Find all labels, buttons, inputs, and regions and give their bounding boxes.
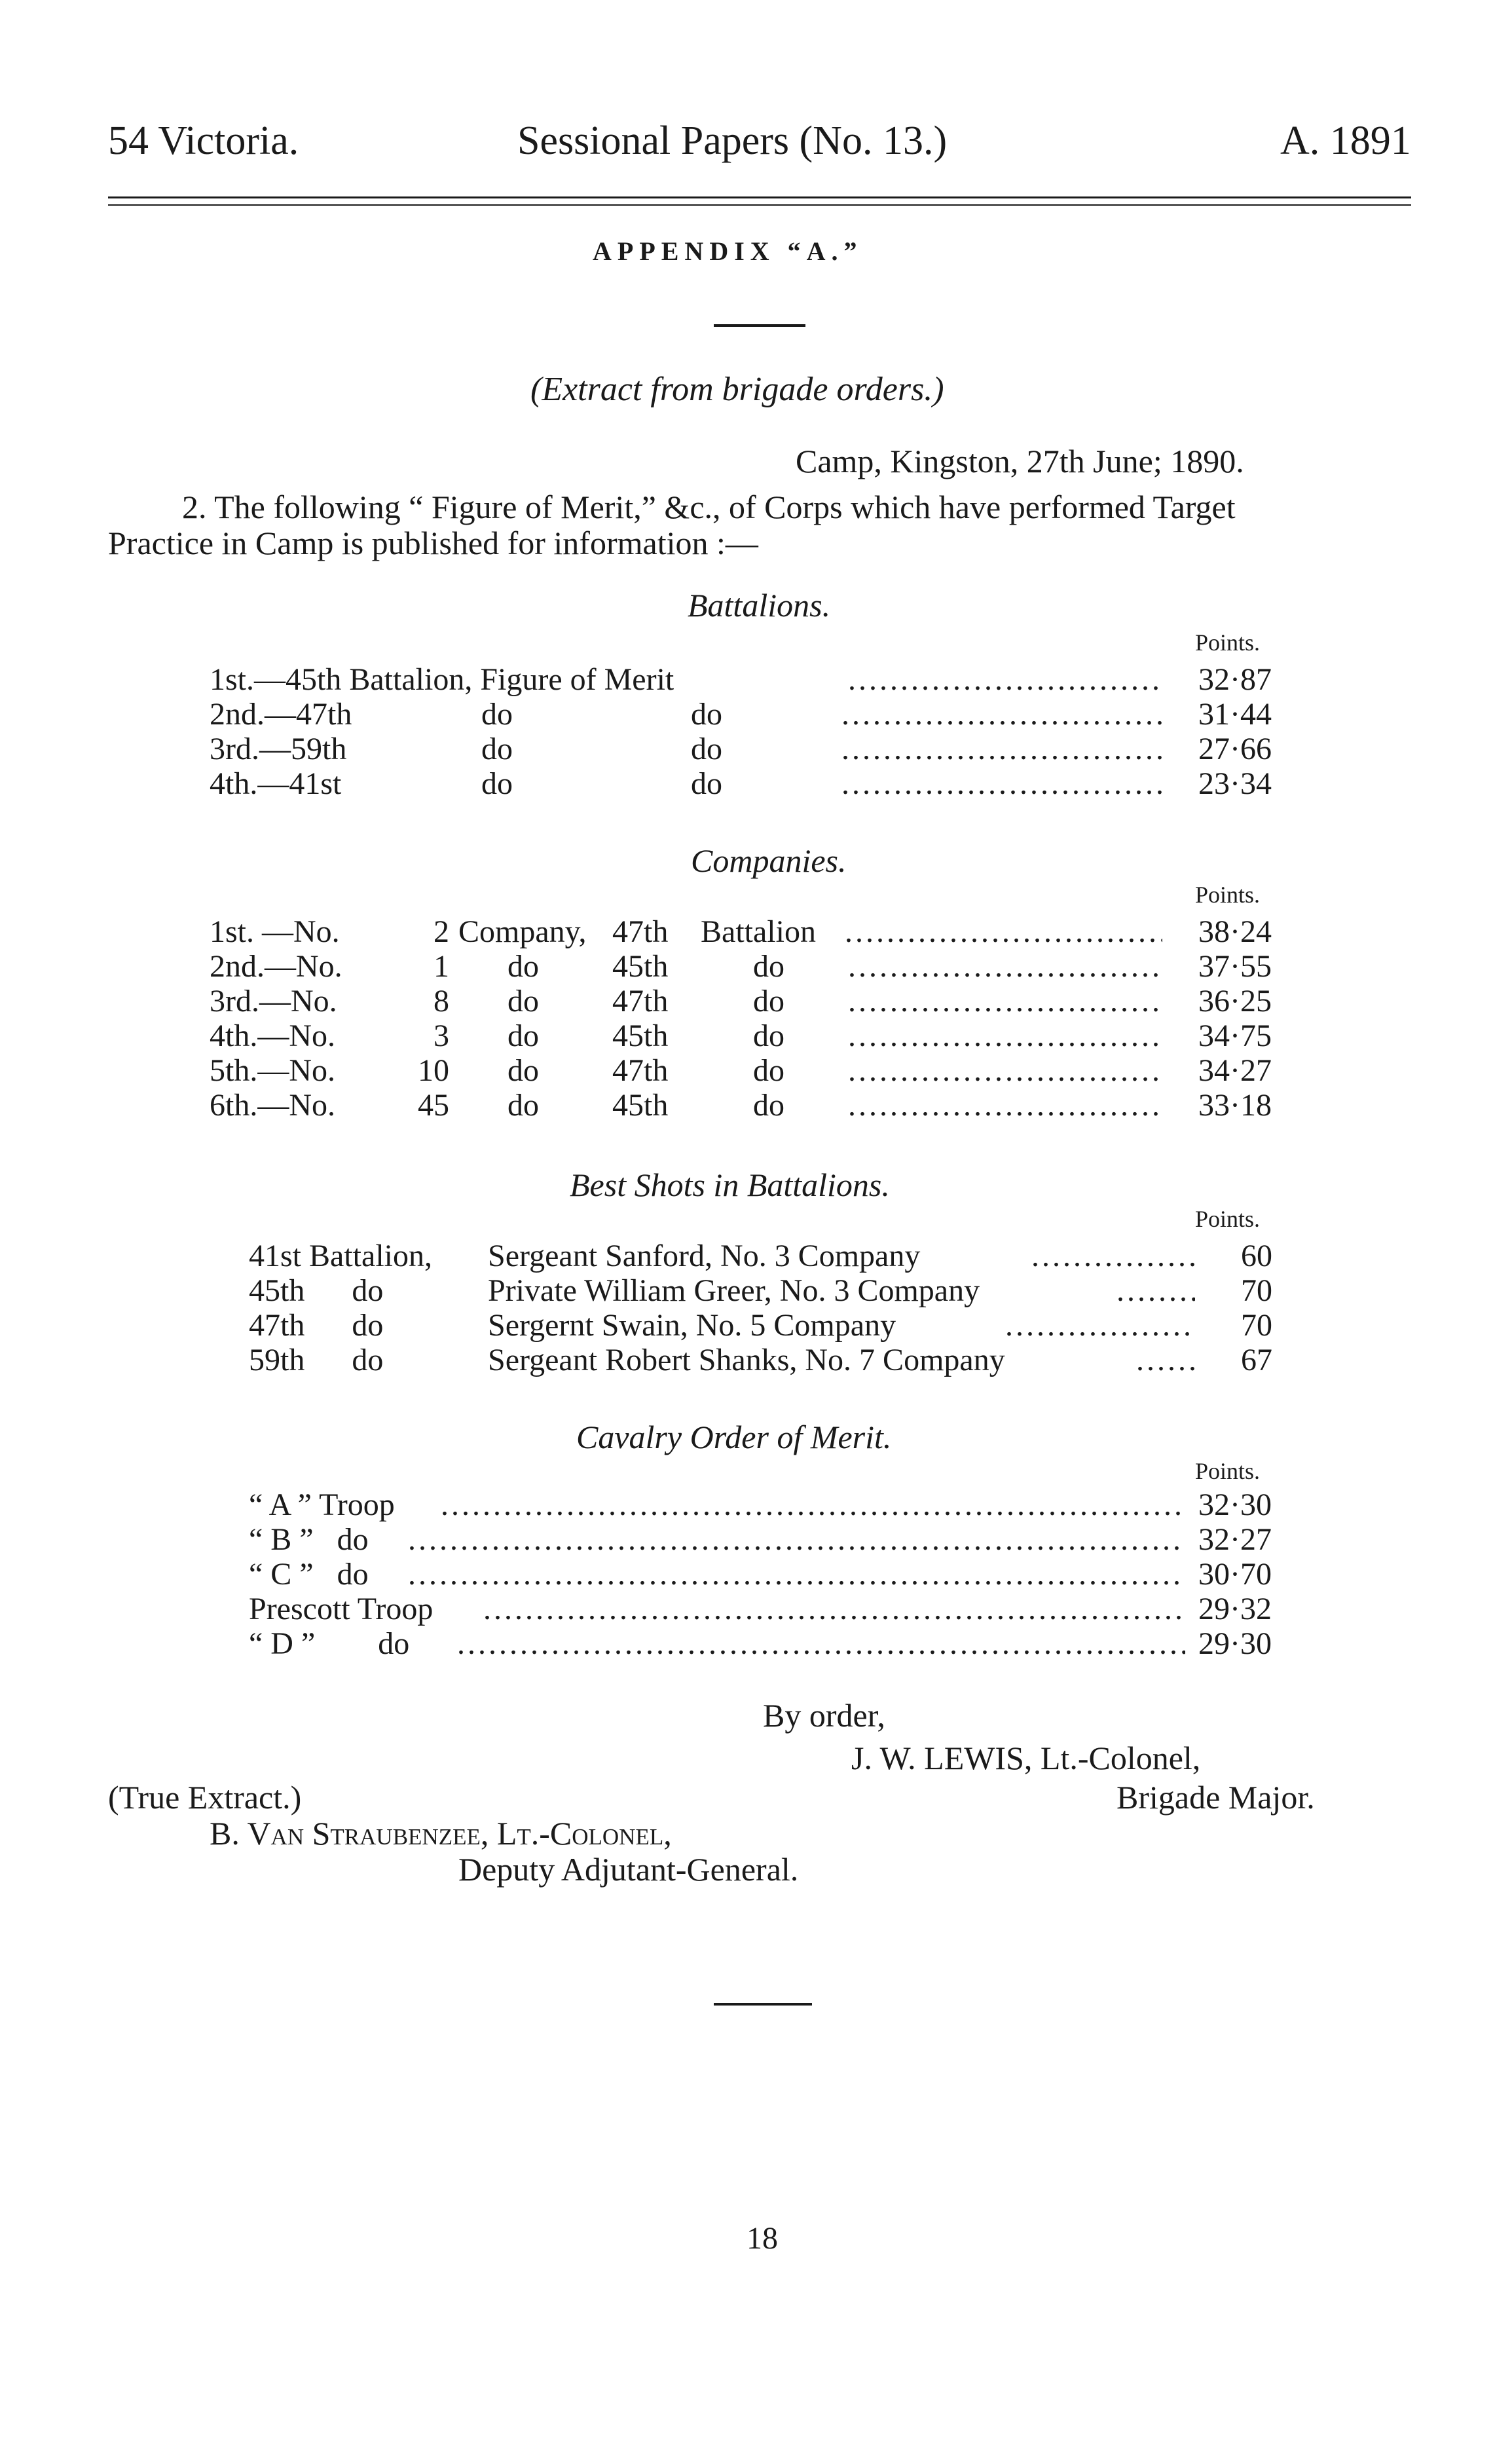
table-row [0, 1626, 1512, 1662]
leader-dots [483, 1591, 1185, 1628]
company-label: do [507, 1053, 539, 1088]
company-label: do [507, 984, 539, 1018]
company-points: 38·24 [1198, 914, 1272, 949]
camp-line: Camp, Kingston, 27th June; 1890. [796, 443, 1244, 479]
title-divider [714, 324, 805, 327]
leader-dots [848, 662, 1162, 698]
company-rank: 1st. —No. [210, 914, 340, 949]
leader-dots [848, 1053, 1162, 1089]
shot-points: 60 [1241, 1239, 1272, 1273]
table-row [0, 1273, 1512, 1309]
table-row [0, 1487, 1512, 1523]
by-order: By order, [763, 1697, 885, 1734]
table-row [0, 983, 1512, 1020]
company-rank: 4th.—No. [210, 1018, 335, 1053]
table-row [0, 1018, 1512, 1055]
company-battalion: 45th [612, 949, 669, 984]
second-signatory-name [210, 1814, 672, 1852]
signatory-title: Brigade Major. [1116, 1779, 1315, 1816]
table-row [0, 1342, 1512, 1379]
shot-name: Sergernt Swain, No. 5 Company [488, 1308, 896, 1343]
leader-dots [841, 696, 1162, 733]
leader-dots [408, 1556, 1185, 1593]
best-shots-points-label: Points. [1195, 1206, 1261, 1232]
shot-name: Private William Greer, No. 3 Company [488, 1273, 980, 1308]
cavalry-points-label: Points. [1195, 1458, 1261, 1484]
leader-dots [1116, 1273, 1195, 1309]
company-label: do [507, 1088, 539, 1123]
table-row [0, 1087, 1512, 1124]
table-row [0, 1591, 1512, 1628]
true-extract: (True Extract.) [108, 1779, 302, 1816]
companies-heading: Companies. [691, 842, 847, 879]
leader-dots [841, 766, 1162, 802]
company-battalion: 45th [612, 1088, 669, 1123]
leader-dots [848, 948, 1162, 985]
company-points: 34·27 [1198, 1053, 1272, 1088]
table-row [0, 1556, 1512, 1593]
shot-points: 67 [1241, 1343, 1272, 1377]
troop-name: Prescott Troop [249, 1592, 433, 1626]
intro-line-1: 2. The following “ Figure of Merit,” &c., of Corps which have performed Target [182, 489, 1236, 525]
table-row [0, 1521, 1512, 1558]
table-row [0, 1307, 1512, 1344]
leader-dots [848, 1087, 1162, 1124]
company-unit: do [753, 984, 784, 1018]
second-signatory-title: Deputy Adjutant-General. [458, 1851, 799, 1888]
battalion-points: 32·87 [1198, 662, 1272, 697]
shot-name: Sergeant Robert Shanks, No. 7 Company [488, 1343, 1005, 1377]
company-points: 37·55 [1198, 949, 1272, 984]
company-rank: 5th.—No. [210, 1053, 335, 1088]
table-row [0, 1053, 1512, 1089]
leader-dots [848, 1018, 1162, 1055]
troop-points: 32·27 [1198, 1522, 1272, 1557]
leader-dots [457, 1626, 1185, 1662]
battalion-do: do [481, 732, 513, 766]
table-row [0, 914, 1512, 950]
leader-dots [1031, 1238, 1195, 1275]
troop-points: 30·70 [1198, 1557, 1272, 1592]
leader-dots [408, 1521, 1185, 1558]
battalion-do: do [691, 766, 722, 801]
company-battalion: 47th [612, 914, 669, 949]
company-unit: do [753, 1018, 784, 1053]
leader-dots [1005, 1307, 1195, 1344]
table-row [0, 766, 1512, 802]
battalion-rank: 2nd.—47th [210, 697, 352, 732]
company-rank: 3rd.—No. [210, 984, 337, 1018]
company-battalion: 47th [612, 1053, 669, 1088]
leader-dots [848, 983, 1162, 1020]
footer-divider [714, 2003, 812, 2006]
company-points: 33·18 [1198, 1088, 1272, 1123]
header-center: Sessional Papers (No. 13.) [517, 119, 948, 163]
company-number: 3 [433, 1018, 449, 1053]
battalion-rank: 1st.—45th Battalion, Figure of Merit [210, 662, 674, 697]
shot-battalion: 45th do [249, 1273, 384, 1308]
leader-dots [441, 1487, 1185, 1523]
troop-points: 29·32 [1198, 1592, 1272, 1626]
battalion-do: do [691, 697, 722, 732]
company-unit: do [753, 1053, 784, 1088]
company-battalion: 45th [612, 1018, 669, 1053]
extract-note: (Extract from brigade orders.) [530, 371, 944, 408]
leader-dots [841, 731, 1162, 768]
header-rule-bottom [108, 204, 1411, 206]
company-number: 1 [433, 949, 449, 984]
company-rank: 2nd.—No. [210, 949, 342, 984]
shot-battalion: 41st Battalion, [249, 1239, 432, 1273]
troop-name: “ A ” Troop [249, 1487, 395, 1522]
company-rank: 6th.—No. [210, 1088, 335, 1123]
battalion-points: 31·44 [1198, 697, 1272, 732]
troop-points: 32·30 [1198, 1487, 1272, 1522]
company-number: 8 [433, 984, 449, 1018]
battalions-points-label: Points. [1195, 629, 1261, 656]
company-number: 45 [418, 1088, 449, 1123]
table-row [0, 1238, 1512, 1275]
header-left: 54 Victoria. [108, 119, 299, 163]
battalions-heading: Battalions. [688, 587, 831, 624]
battalion-points: 23·34 [1198, 766, 1272, 801]
second-signatory-text: B. Van Straubenzee, Lt.-Colonel, [210, 1815, 672, 1852]
company-unit: do [753, 1088, 784, 1123]
header-rule-top [108, 196, 1411, 198]
header-right: A. 1891 [1280, 119, 1411, 163]
companies-points-label: Points. [1195, 882, 1261, 908]
troop-name: “ D ” do [249, 1626, 410, 1661]
signatory-name: J. W. LEWIS, Lt.-Colonel, [851, 1740, 1201, 1776]
table-row [0, 662, 1512, 698]
company-label: do [507, 949, 539, 984]
company-points: 36·25 [1198, 984, 1272, 1018]
shot-battalion: 59th do [249, 1343, 384, 1377]
company-unit: do [753, 949, 784, 984]
table-row [0, 948, 1512, 985]
shot-points: 70 [1241, 1308, 1272, 1343]
company-points: 34·75 [1198, 1018, 1272, 1053]
troop-name: “ C ” do [249, 1557, 369, 1592]
troop-points: 29·30 [1198, 1626, 1272, 1661]
shot-battalion: 47th do [249, 1308, 384, 1343]
battalion-rank: 3rd.—59th [210, 732, 347, 766]
battalion-do: do [481, 697, 513, 732]
intro-line-2: Practice in Camp is published for information :— [108, 525, 758, 561]
leader-dots [845, 914, 1162, 950]
company-battalion: 47th [612, 984, 669, 1018]
company-number: 2 [433, 914, 449, 949]
company-label: Company, [458, 914, 587, 949]
troop-name: “ B ” do [249, 1522, 369, 1557]
table-row [0, 696, 1512, 733]
battalion-points: 27·66 [1198, 732, 1272, 766]
company-label: do [507, 1018, 539, 1053]
company-unit: Battalion [701, 914, 816, 949]
shot-points: 70 [1241, 1273, 1272, 1308]
battalion-do: do [481, 766, 513, 801]
battalion-rank: 4th.—41st [210, 766, 342, 801]
company-number: 10 [418, 1053, 449, 1088]
leader-dots [1136, 1342, 1195, 1379]
shot-name: Sergeant Sanford, No. 3 Company [488, 1239, 921, 1273]
page-number: 18 [747, 2221, 778, 2256]
cavalry-heading: Cavalry Order of Merit. [576, 1419, 892, 1455]
battalion-do: do [691, 732, 722, 766]
appendix-title: APPENDIX “A.” [593, 236, 863, 266]
best-shots-heading: Best Shots in Battalions. [570, 1167, 890, 1203]
table-row [0, 731, 1512, 768]
